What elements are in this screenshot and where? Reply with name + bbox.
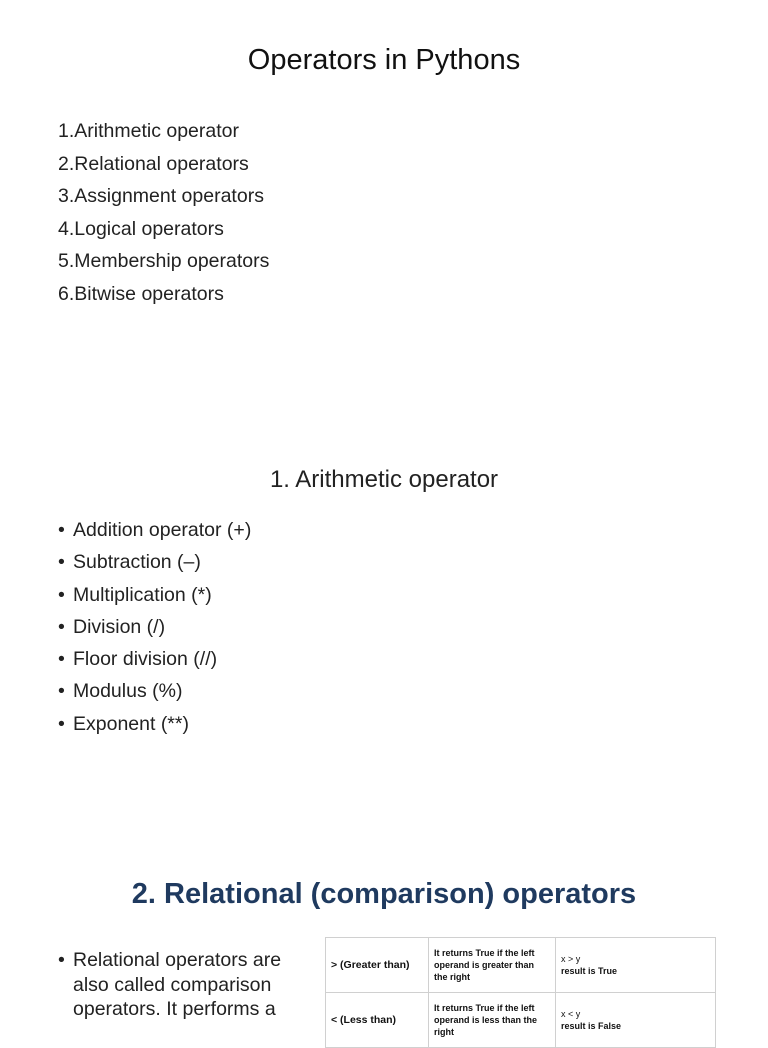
description-cell: It returns True if the left operand is less than the right [429, 993, 556, 1048]
bullet-icon: • [58, 615, 65, 638]
relational-operators-table [325, 937, 716, 1048]
list-item: 3.Assignment operators [58, 185, 264, 207]
slide-title: Operators in Pythons [247, 44, 521, 76]
list-item: 6.Bitwise operators [58, 282, 224, 305]
intro-list [58, 948, 308, 1022]
list-item: 2.Relational operators [58, 152, 249, 175]
slide-relational-operators [0, 845, 768, 1037]
bullet-icon: • [58, 519, 65, 541]
arithmetic-operators-list [58, 514, 251, 740]
list-item [58, 546, 251, 578]
operator-types-list [58, 115, 269, 310]
example-expression: x > y [561, 954, 581, 964]
list-item-text: Modulus (%) [73, 680, 183, 703]
list-item-text: Subtraction (–) [73, 551, 201, 574]
list-item [58, 579, 251, 611]
example-cell [556, 993, 716, 1048]
list-item [58, 675, 251, 707]
list-item-text: Addition operator (+) [73, 519, 252, 541]
slide-arithmetic-operator [0, 420, 768, 780]
list-item [58, 948, 308, 1022]
example-result: result is True [561, 966, 618, 976]
bullet-icon: • [58, 551, 65, 574]
list-item [58, 514, 251, 546]
list-item [58, 643, 251, 675]
slide-title: 2. Relational (comparison) operators [131, 878, 637, 910]
description-cell: It returns True if the left operand is greater than the right [429, 938, 556, 993]
list-item: 1.Arithmetic operator [58, 120, 239, 142]
intro-text: Relational operators are also called comparison operators. It performs a [73, 949, 282, 1020]
example-cell [556, 938, 716, 993]
list-item [58, 708, 251, 740]
operator-cell: < (Less than) [326, 993, 429, 1048]
table-row [326, 938, 716, 993]
example-result: result is False [561, 1021, 622, 1031]
operator-cell: > (Greater than) [326, 938, 429, 993]
bullet-icon: • [58, 712, 65, 735]
list-item-text: Multiplication (*) [73, 583, 212, 606]
slide-operators-overview [0, 0, 768, 360]
bullet-icon: • [58, 680, 65, 703]
table-row [326, 993, 716, 1048]
list-item [58, 611, 251, 643]
list-item-text: Division (/) [73, 615, 166, 638]
list-item: 5.Membership operators [58, 250, 270, 272]
list-item: 4.Logical operators [58, 217, 224, 240]
bullet-icon: • [58, 949, 65, 971]
bullet-icon: • [58, 648, 65, 671]
list-item-text: Floor division (//) [73, 648, 218, 671]
slide-title: 1. Arithmetic operator [269, 466, 499, 493]
list-item-text: Exponent (**) [73, 712, 189, 735]
bullet-icon: • [58, 583, 65, 606]
example-expression: x < y [561, 1009, 581, 1019]
